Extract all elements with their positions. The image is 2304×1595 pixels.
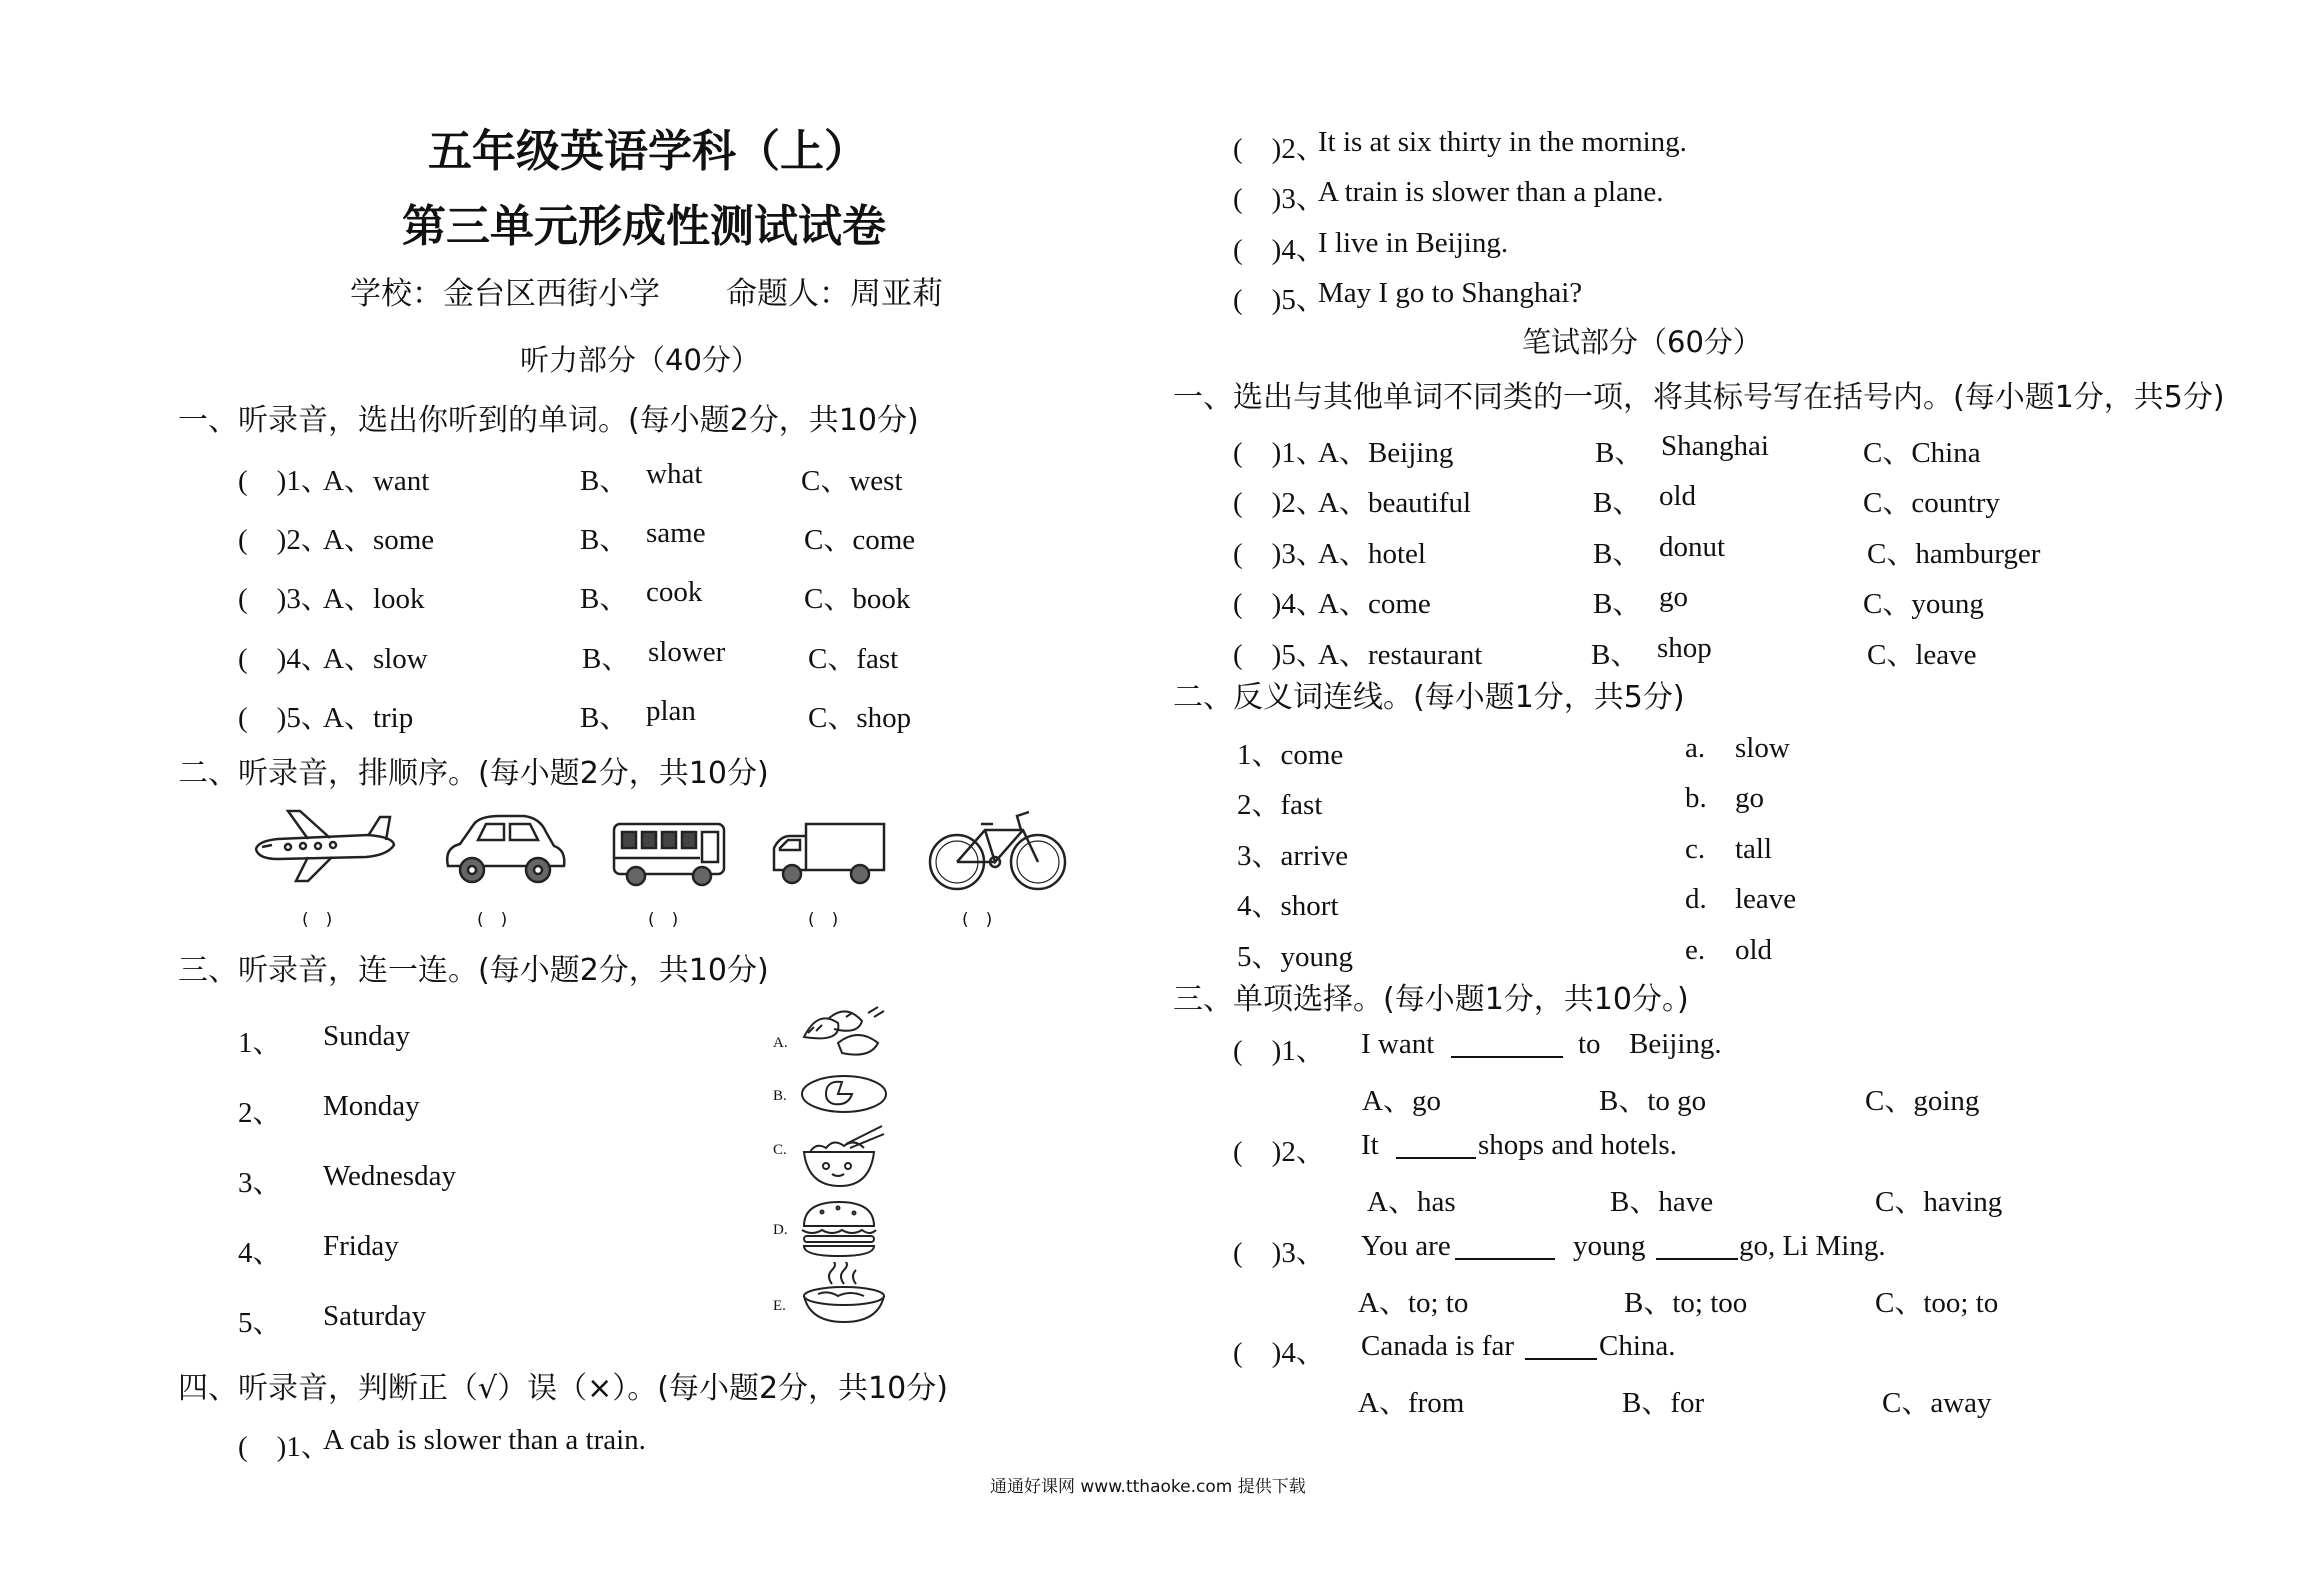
option-c: C、leave bbox=[1867, 639, 1977, 671]
picture-label: C. bbox=[773, 1142, 787, 1158]
fill-blank[interactable] bbox=[1396, 1129, 1476, 1159]
item-number: 1、 bbox=[238, 1027, 282, 1059]
hot-soup-icon bbox=[798, 1262, 890, 1326]
answer-paren[interactable]: ( )3、 bbox=[1233, 538, 1325, 570]
choice-row bbox=[1233, 581, 2133, 620]
footer-watermark: 通通好课网 www.tthaoke.com 提供下载 bbox=[990, 1477, 1306, 1497]
bus-icon bbox=[610, 818, 728, 890]
option-c: C、young bbox=[1863, 588, 1984, 620]
antonym-right[interactable] bbox=[1685, 833, 1885, 869]
choice-question bbox=[1233, 1028, 2033, 1067]
exam-subtitle: 第三单元形成性测试试卷 bbox=[402, 201, 886, 252]
order-blank[interactable]: ( ) bbox=[962, 910, 993, 930]
option-b: B、for bbox=[1622, 1387, 1705, 1419]
match-item bbox=[238, 1300, 538, 1339]
antonym-right[interactable] bbox=[1685, 782, 1885, 818]
choice-row bbox=[1233, 480, 2133, 519]
antonym-right[interactable] bbox=[1685, 934, 1885, 970]
school-label: 学校：金台区西街小学 bbox=[350, 276, 660, 312]
judge-sentence: A cab is slower than a train. bbox=[323, 1424, 646, 1456]
answer-paren[interactable]: ( )1、 bbox=[1233, 437, 1325, 469]
judge-item bbox=[1233, 176, 1933, 215]
option-b-word: Shanghai bbox=[1661, 430, 1769, 462]
airplane-icon bbox=[248, 805, 398, 885]
option-a: A、look bbox=[323, 583, 425, 615]
dumplings-icon bbox=[798, 1003, 890, 1065]
option-b: B、have bbox=[1610, 1186, 1714, 1218]
match-item bbox=[238, 1160, 538, 1199]
answer-paren[interactable]: ( )4、 bbox=[1233, 588, 1325, 620]
option-a: A、restaurant bbox=[1318, 639, 1483, 671]
option-c: C、come bbox=[804, 524, 916, 556]
hamburger-icon bbox=[798, 1198, 880, 1258]
noodles-icon bbox=[796, 1124, 886, 1194]
writing-part-title: 笔试部分（60分） bbox=[1522, 325, 1762, 359]
option-b: B、 bbox=[1591, 639, 1640, 671]
pizza-icon bbox=[798, 1072, 890, 1116]
listening-section2-title: 二、听录音，排顺序。(每小题2分，共10分) bbox=[178, 756, 769, 791]
truck-icon bbox=[770, 820, 888, 890]
choice-options bbox=[1358, 1280, 2058, 1319]
choice-options bbox=[1367, 1179, 2067, 1218]
question-text: It bbox=[1361, 1129, 1379, 1161]
choice-options bbox=[1358, 1380, 2058, 1419]
option-b-word: same bbox=[646, 517, 706, 549]
picture-label: A. bbox=[773, 1035, 788, 1051]
option-b: B、 bbox=[1593, 487, 1642, 519]
option-b-word: shop bbox=[1657, 632, 1712, 664]
order-blank[interactable]: ( ) bbox=[302, 910, 333, 930]
fill-blank[interactable] bbox=[1455, 1230, 1555, 1260]
match-item bbox=[238, 1020, 538, 1059]
answer-paren[interactable]: ( )2、 bbox=[1233, 133, 1325, 165]
option-c: C、book bbox=[804, 583, 911, 615]
option-c: C、shop bbox=[808, 702, 912, 734]
option-b: B、 bbox=[582, 643, 631, 675]
choice-row bbox=[238, 695, 1038, 734]
option-a: A、some bbox=[323, 524, 435, 556]
option-a: A、beautiful bbox=[1318, 487, 1472, 519]
picture-label: D. bbox=[773, 1222, 788, 1238]
antonym-left[interactable]: 3、arrive bbox=[1237, 840, 1349, 872]
writing-section1-title: 一、选出与其他单词不同类的一项，将其标号写在括号内。(每小题1分，共5分) bbox=[1173, 380, 2225, 415]
order-blank[interactable]: ( ) bbox=[648, 910, 679, 930]
listening-section1-title: 一、听录音，选出你听到的单词。(每小题2分，共10分) bbox=[178, 403, 919, 438]
option-c: C、country bbox=[1863, 487, 2000, 519]
choice-row bbox=[238, 636, 1038, 675]
option-b-word: slower bbox=[648, 636, 726, 668]
option-a: A、has bbox=[1367, 1186, 1456, 1218]
answer-paren[interactable]: ( )3、 bbox=[238, 583, 330, 615]
question-text: shops and hotels. bbox=[1478, 1129, 1677, 1161]
option-a: A、from bbox=[1358, 1387, 1465, 1419]
answer-paren[interactable]: ( )1、 bbox=[238, 465, 330, 497]
order-blank[interactable]: ( ) bbox=[477, 910, 508, 930]
antonym-letter: c. bbox=[1685, 833, 1706, 865]
judge-sentence: A train is slower than a plane. bbox=[1318, 176, 1664, 208]
answer-paren[interactable]: ( )5、 bbox=[238, 702, 330, 734]
option-c: C、going bbox=[1865, 1085, 1980, 1117]
option-c: C、west bbox=[801, 465, 903, 497]
option-a: A、go bbox=[1362, 1085, 1441, 1117]
listening-section3-title: 三、听录音，连一连。(每小题2分，共10分) bbox=[178, 953, 769, 988]
option-c: C、China bbox=[1863, 437, 1981, 469]
antonym-left[interactable]: 5、young bbox=[1237, 941, 1354, 973]
day-word: Wednesday bbox=[323, 1160, 456, 1192]
fill-blank[interactable] bbox=[1451, 1028, 1563, 1058]
answer-paren[interactable]: ( )4、 bbox=[238, 643, 330, 675]
option-a: A、slow bbox=[323, 643, 428, 675]
option-a: A、to; to bbox=[1358, 1287, 1469, 1319]
fill-blank[interactable] bbox=[1525, 1330, 1597, 1360]
car-icon bbox=[440, 810, 570, 890]
option-b-word: donut bbox=[1659, 531, 1726, 563]
option-a: A、come bbox=[1318, 588, 1431, 620]
option-a: A、hotel bbox=[1318, 538, 1426, 570]
question-text: I want bbox=[1361, 1028, 1435, 1060]
option-b-word: old bbox=[1659, 480, 1697, 512]
option-b: B、 bbox=[1595, 437, 1644, 469]
judge-sentence: May I go to Shanghai? bbox=[1318, 277, 1583, 309]
picture-label: B. bbox=[773, 1088, 787, 1104]
judge-sentence: I live in Beijing. bbox=[1318, 227, 1509, 259]
match-item bbox=[238, 1090, 538, 1129]
option-c: C、having bbox=[1875, 1186, 2003, 1218]
option-b: B、 bbox=[580, 702, 629, 734]
option-c: C、away bbox=[1882, 1387, 1992, 1419]
question-text: go, Li Ming. bbox=[1739, 1230, 1886, 1262]
day-word: Sunday bbox=[323, 1020, 410, 1052]
antonym-letter: b. bbox=[1685, 782, 1707, 814]
option-c: C、too; to bbox=[1875, 1287, 1999, 1319]
day-word: Saturday bbox=[323, 1300, 427, 1332]
answer-paren[interactable]: ( )4、 bbox=[1233, 234, 1325, 266]
antonym-right[interactable] bbox=[1685, 883, 1885, 919]
antonym-word: go bbox=[1735, 782, 1764, 814]
writing-section3-title: 三、单项选择。(每小题1分，共10分。) bbox=[1173, 982, 1689, 1017]
answer-paren[interactable]: ( )1、 bbox=[238, 1431, 330, 1463]
question-text: young bbox=[1573, 1230, 1646, 1262]
exam-title: 五年级英语学科（上） bbox=[428, 126, 868, 177]
judge-item bbox=[1233, 227, 1933, 266]
judge-item bbox=[1233, 277, 1933, 316]
picture-label: E. bbox=[773, 1298, 786, 1314]
bicycle-icon bbox=[925, 804, 1070, 894]
option-a: A、trip bbox=[323, 702, 414, 734]
antonym-word: leave bbox=[1735, 883, 1797, 915]
item-number: 5、 bbox=[238, 1307, 282, 1339]
judge-sentence: It is at six thirty in the morning. bbox=[1318, 126, 1687, 158]
answer-paren[interactable]: ( )3、 bbox=[1233, 183, 1325, 215]
option-b-word: what bbox=[646, 458, 703, 490]
day-word: Friday bbox=[323, 1230, 399, 1262]
antonym-word: slow bbox=[1735, 732, 1790, 764]
choice-row bbox=[238, 576, 1038, 615]
option-b: B、to; too bbox=[1624, 1287, 1748, 1319]
option-c: C、fast bbox=[808, 643, 899, 675]
listening-part-title: 听力部分（40分） bbox=[520, 343, 760, 377]
antonym-letter: e. bbox=[1685, 934, 1706, 966]
choice-options bbox=[1362, 1078, 2062, 1117]
answer-paren[interactable]: ( )5、 bbox=[1233, 284, 1325, 316]
answer-paren[interactable]: ( )4、 bbox=[1233, 1337, 1325, 1369]
choice-question bbox=[1233, 1129, 2033, 1168]
question-text: Beijing. bbox=[1629, 1028, 1722, 1060]
question-text: Canada is far bbox=[1361, 1330, 1514, 1362]
fill-blank[interactable] bbox=[1656, 1230, 1738, 1260]
option-b: B、to go bbox=[1599, 1085, 1707, 1117]
antonym-left[interactable]: 2、fast bbox=[1237, 789, 1323, 821]
option-a: A、Beijing bbox=[1318, 437, 1454, 469]
item-number: 2、 bbox=[238, 1097, 282, 1129]
antonym-word: old bbox=[1735, 934, 1773, 966]
question-text: China. bbox=[1599, 1330, 1676, 1362]
author-label: 命题人：周亚莉 bbox=[726, 276, 943, 312]
item-number: 3、 bbox=[238, 1167, 282, 1199]
order-blank[interactable]: ( ) bbox=[808, 910, 839, 930]
answer-paren[interactable]: ( )3、 bbox=[1233, 1237, 1325, 1269]
option-c: C、hamburger bbox=[1867, 538, 2041, 570]
option-b: B、 bbox=[1593, 538, 1642, 570]
option-b: B、 bbox=[580, 524, 629, 556]
option-b-word: plan bbox=[646, 695, 696, 727]
choice-row bbox=[238, 458, 1038, 497]
antonym-letter: d. bbox=[1685, 883, 1707, 915]
item-number: 4、 bbox=[238, 1237, 282, 1269]
judge-item bbox=[1233, 126, 1933, 165]
antonym-letter: a. bbox=[1685, 732, 1706, 764]
match-item bbox=[238, 1230, 538, 1269]
answer-paren[interactable]: ( )5、 bbox=[1233, 639, 1325, 671]
day-word: Monday bbox=[323, 1090, 420, 1122]
question-text: You are bbox=[1361, 1230, 1451, 1262]
choice-row bbox=[1233, 531, 2133, 570]
option-b: B、 bbox=[1593, 588, 1642, 620]
option-b-word: go bbox=[1659, 581, 1688, 613]
option-b: B、 bbox=[580, 583, 629, 615]
choice-question bbox=[1233, 1330, 2033, 1369]
answer-paren[interactable]: ( )1、 bbox=[1233, 1035, 1325, 1067]
option-a: A、want bbox=[323, 465, 430, 497]
option-b: B、 bbox=[580, 465, 629, 497]
choice-row bbox=[1233, 632, 2133, 671]
choice-row bbox=[238, 517, 1038, 556]
antonym-word: tall bbox=[1735, 833, 1773, 865]
listening-section4-title: 四、听录音，判断正（√）误（×）。(每小题2分，共10分) bbox=[178, 1371, 948, 1406]
answer-paren[interactable]: ( )2、 bbox=[1233, 487, 1325, 519]
antonym-left[interactable]: 4、short bbox=[1237, 890, 1339, 922]
choice-row bbox=[1233, 430, 2133, 469]
antonym-left[interactable]: 1、come bbox=[1237, 739, 1344, 771]
answer-paren[interactable]: ( )2、 bbox=[1233, 1136, 1325, 1168]
answer-paren[interactable]: ( )2、 bbox=[238, 524, 330, 556]
question-text: to bbox=[1578, 1028, 1601, 1060]
choice-question bbox=[1233, 1230, 2033, 1269]
option-b-word: cook bbox=[646, 576, 703, 608]
writing-section2-title: 二、反义词连线。(每小题1分，共5分) bbox=[1173, 680, 1685, 715]
antonym-right[interactable] bbox=[1685, 732, 1885, 768]
